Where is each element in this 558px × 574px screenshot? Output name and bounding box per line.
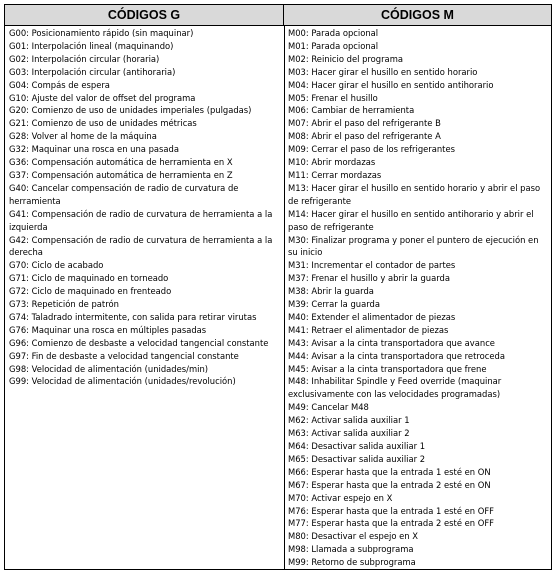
- g-code-item: G72: Ciclo de maquinado en frenteado: [9, 286, 172, 297]
- g-code-item: G00: Posicionamiento rápido (sin maquinar): [9, 28, 194, 38]
- g-codes-list: [9, 27, 281, 388]
- g-code-item: G02: Interpolación circular (horaria): [9, 53, 160, 64]
- m-code-item: M63: Activar salida auxiliar 2: [288, 428, 410, 439]
- g-code-item: G70: Ciclo de acabado: [9, 260, 104, 271]
- m-code-item: M66: Esperar hasta que la entrada 1 esté en ON: [288, 466, 491, 477]
- m-code-item: M41: Retraer el alimentador de piezas: [288, 324, 449, 335]
- m-code-item: M04: Hacer girar el husillo en sentido antihorario: [288, 79, 494, 90]
- m-code-item: M67: Esperar hasta que la entrada 2 esté en ON: [288, 479, 491, 490]
- m-code-item: M65: Desactivar salida auxiliar 2: [288, 453, 426, 464]
- g-code-item: G28: Volver al home de la máquina: [9, 131, 157, 142]
- g-code-item: G71: Ciclo de maquinado en torneado: [9, 273, 169, 284]
- g-code-item: G40: Cancelar compensación de radio de curvatura de herramienta: [9, 182, 239, 206]
- g-code-item: G32: Maquinar una rosca en una pasada: [9, 144, 179, 155]
- g-code-item: G76: Maquinar una rosca en múltiples pasadas: [9, 324, 207, 335]
- m-code-item: M05: Frenar el husillo: [288, 92, 378, 103]
- g-code-item: G21: Comienzo de uso de unidades métricas: [9, 118, 197, 129]
- m-code-item: M31: Incrementar el contador de partes: [288, 260, 456, 271]
- g-code-item: G04: Compás de espera: [9, 79, 110, 90]
- m-code-item: M03: Hacer girar el husillo en sentido horario: [288, 66, 478, 77]
- g-code-item: G73: Repetición de patrón: [9, 299, 119, 310]
- m-code-item: M09: Cerrar el paso de los refrigerantes: [288, 144, 455, 155]
- m-code-item: M77: Esperar hasta que la entrada 2 esté en OFF: [288, 518, 494, 529]
- g-code-item: G20: Comienzo de uso de unidades imperiales (pulgadas): [9, 105, 252, 116]
- m-code-item: M98: Llamada a subprograma: [288, 544, 414, 555]
- m-code-item: M39: Cerrar la guarda: [288, 299, 380, 310]
- g-code-item: G99: Velocidad de alimentación (unidades/revolución): [9, 376, 236, 387]
- m-code-item: M13: Hacer girar el husillo en sentido horario y abrir el paso de refrigerante: [288, 182, 541, 206]
- g-code-item: G36: Compensación automática de herramienta en X: [9, 157, 233, 168]
- m-code-item: M38: Abrir la guarda: [288, 286, 374, 297]
- g-code-item: G74: Taladrado intermitente, con salida para retirar virutas: [9, 311, 257, 322]
- m-code-item: M14: Hacer girar el husillo en sentido antihorario y abrir el paso de refrigerante: [288, 208, 534, 232]
- g-code-item: G98: Velocidad de alimentación (unidades/min): [9, 363, 209, 374]
- g-code-item: G01: Interpolación lineal (maquinando): [9, 40, 174, 51]
- m-codes-list: [288, 27, 548, 569]
- m-code-item: M80: Desactivar el espejo en X: [288, 531, 418, 542]
- m-codes-header: CÓDIGOS M: [284, 5, 551, 26]
- m-code-item: M64: Desactivar salida auxiliar 1: [288, 441, 426, 451]
- m-code-item: M01: Parada opcional: [288, 40, 379, 51]
- m-code-item: M00: Parada opcional: [288, 28, 379, 38]
- m-code-item: M49: Cancelar M48: [288, 402, 369, 413]
- g-codes-header: CÓDIGOS G: [5, 5, 284, 26]
- m-code-item: M06: Cambiar de herramienta: [288, 105, 415, 116]
- m-code-item: M45: Avisar a la cinta transportadora que frene: [288, 363, 487, 374]
- g-code-item: G41: Compensación de radio de curvatura de herramienta a la izquierda: [9, 208, 273, 232]
- g-code-item: G42: Compensación de radio de curvatura de herramienta a la derecha: [9, 234, 273, 258]
- m-code-item: M48: Inhabilitar Spindle y Feed override (maquinar exclusivamente con las velocidades programadas): [288, 376, 502, 400]
- m-code-item: M30: Finalizar programa y poner el puntero de ejecución en su inicio: [288, 234, 539, 258]
- m-code-item: M70: Activar espejo en X: [288, 492, 393, 503]
- m-code-item: M02: Reinicio del programa: [288, 53, 403, 64]
- m-code-item: M44: Avisar a la cinta transportadora que retroceda: [288, 350, 505, 361]
- g-code-item: G10: Ajuste del valor de offset del programa: [9, 92, 196, 103]
- m-code-item: M62: Activar salida auxiliar 1: [288, 415, 410, 426]
- g-code-item: G97: Fin de desbaste a velocidad tangencial constante: [9, 350, 239, 361]
- m-code-item: M11: Cerrar mordazas: [288, 169, 382, 180]
- g-code-item: G96: Comienzo de desbaste a velocidad tangencial constante: [9, 337, 269, 348]
- m-code-item: M08: Abrir el paso del refrigerante A: [288, 131, 441, 142]
- codes-table: [4, 4, 552, 570]
- m-code-item: M10: Abrir mordazas: [288, 157, 376, 168]
- m-code-item: M40: Extender el alimentador de piezas: [288, 311, 456, 322]
- m-code-item: M76: Esperar hasta que la entrada 1 esté en OFF: [288, 505, 494, 516]
- column-divider: [284, 26, 285, 569]
- m-code-item: M37: Frenar el husillo y abrir la guarda: [288, 273, 450, 284]
- m-code-item: M99: Retorno de subprograma: [288, 557, 416, 568]
- g-code-item: G03: Interpolación circular (antihoraria): [9, 66, 176, 77]
- m-code-item: M43: Avisar a la cinta transportadora que avance: [288, 337, 495, 348]
- g-code-item: G37: Compensación automática de herramienta en Z: [9, 169, 233, 180]
- m-code-item: M07: Abrir el paso del refrigerante B: [288, 118, 441, 129]
